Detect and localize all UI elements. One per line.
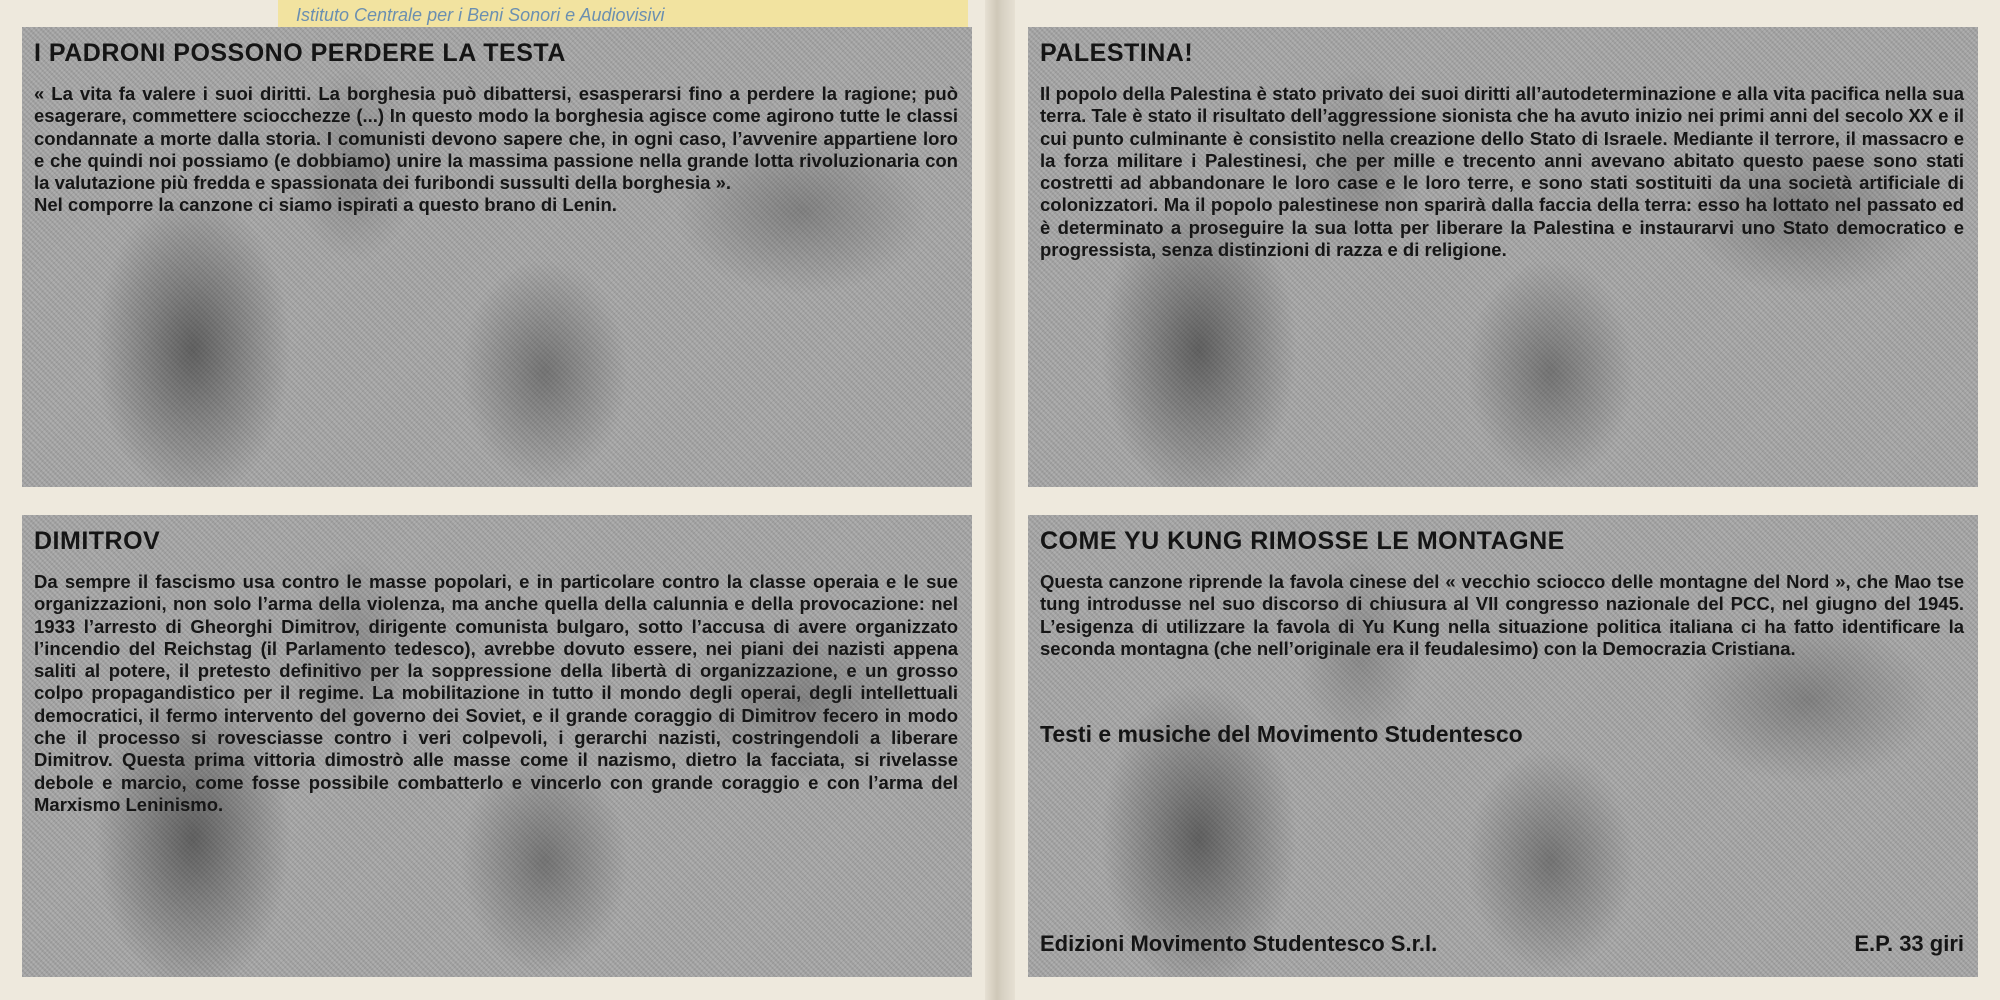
panel-title: I PADRONI POSSONO PERDERE LA TESTA xyxy=(34,39,566,67)
publisher-name: Edizioni Movimento Studentesco S.r.l. xyxy=(1040,931,1438,956)
panel-body xyxy=(1040,571,1964,660)
panel-palestina xyxy=(1028,27,1978,487)
panel-title: DIMITROV xyxy=(34,527,161,555)
panel-title: PALESTINA! xyxy=(1040,39,1194,67)
yu-kung-text: Questa canzone riprende la favola cinese del « vecchio sciocco delle montagne del Nord », che Mao tse tung introdusse nel suo discorso di chiusura al VII congresso nazionale del PCC, nel giugno del 1945. L’esigenza di utilizzare la favola di Yu Kung nella situazione politica italiana ci ha fatto identificare la seconda montagna (che nell’originale era il feudalesimo) con la Democrazia Cristiana. xyxy=(1040,571,1964,659)
panel-padroni xyxy=(22,27,972,487)
panel-body xyxy=(1040,83,1964,261)
panel-yu-kung xyxy=(1028,515,1978,977)
lenin-quote: « La vita fa valere i suoi diritti. La borghesia può dibattersi, esasperarsi fino a perdere la ragione; può esagerare, commettere sciocchezze (...) In questo modo la borghesia agisce come agirono tutte le classi condannate a morte dalla storia. I comunisti devono sapere che, in ogni caso, l’avvenire appartiene loro e che quindi noi possiamo (e dobbiamo) unire la massima passione nella grande lotta rivoluzionaria con la valutazione più fredda e spassionata dei furibondi sussulti della borghesia ». xyxy=(34,83,958,194)
palestina-text: Il popolo della Palestina è stato privato dei suoi diritti all’autodeterminazione e alla vita pacifica nella sua terra. Tale è stato il risultato dell’aggressione sionista che ha avuto inizio nei primi anni del secolo XX e il cui punto culminante è consistito nella creazione dello Stato di Israele. Mediante il terrore, il massacro e la forza militare i Palestinesi, che per mille e trecento anni avevano abitato questo paese sono stati costretti ad abbandonare le loro case e le loro terre, e sono stati sostituiti da una società artificiale di colonizzatori. Ma il popolo palestinese non sparirà dalla faccia della terra: esso ha lottato nel passato ed è determinato a proseguire la sua lotta per liberare la Palestina e instaurarvi uno Stato democratico e progressista, senza distinzioni di razza e di religione. xyxy=(1040,83,1964,261)
source-note: Nel comporre la canzone ci siamo ispirati a questo brano di Lenin. xyxy=(34,194,617,216)
panel-dimitrov xyxy=(22,515,972,977)
panel-body xyxy=(34,571,958,816)
credits-line: Testi e musiche del Movimento Studentesco xyxy=(1040,721,1523,747)
panel-body xyxy=(34,83,958,217)
archive-watermark: Istituto Centrale per i Beni Sonori e Audiovisivi xyxy=(278,0,968,30)
gatefold-spine xyxy=(985,0,1015,1000)
panel-title: COME YU KUNG RIMOSSE LE MONTAGNE xyxy=(1040,527,1565,555)
dimitrov-text: Da sempre il fascismo usa contro le masse popolari, e in particolare contro la classe operaia e le sue organizzazioni, non solo l’arma della violenza, ma anche quella della calunnia e della provocazione: nel 1933 l’arresto di Gheorghi Dimitrov, dirigente comunista bulgaro, sotto l’accusa di avere organizzato l’incendio del Reichstag (il Parlamento tedesco), avrebbe dovuto essere, nei piani dei nazisti appena saliti al potere, il pretesto definitivo per la soppressione della libertà di organizzazione, e un grosso colpo propagandistico per il regime. La mobilitazione in tutto il mondo degli operai, degli intellettuali democratici, il fermo intervento del governo dei Soviet, e il grande coraggio di Dimitrov fecero in modo che il processo si rovesciasse contro i veri colpevoli, i gerarchi nazisti, costringendoli a liberare Dimitrov. Questa prima vittoria dimostrò alle masse come il nazismo, dietro la facciata, si rivelasse debole e marcio, come fosse possibile combatterlo e vincerlo con grande coraggio e con l’arma del Marxismo Leninismo. xyxy=(34,571,958,815)
record-format: E.P. 33 giri xyxy=(1854,931,1964,956)
